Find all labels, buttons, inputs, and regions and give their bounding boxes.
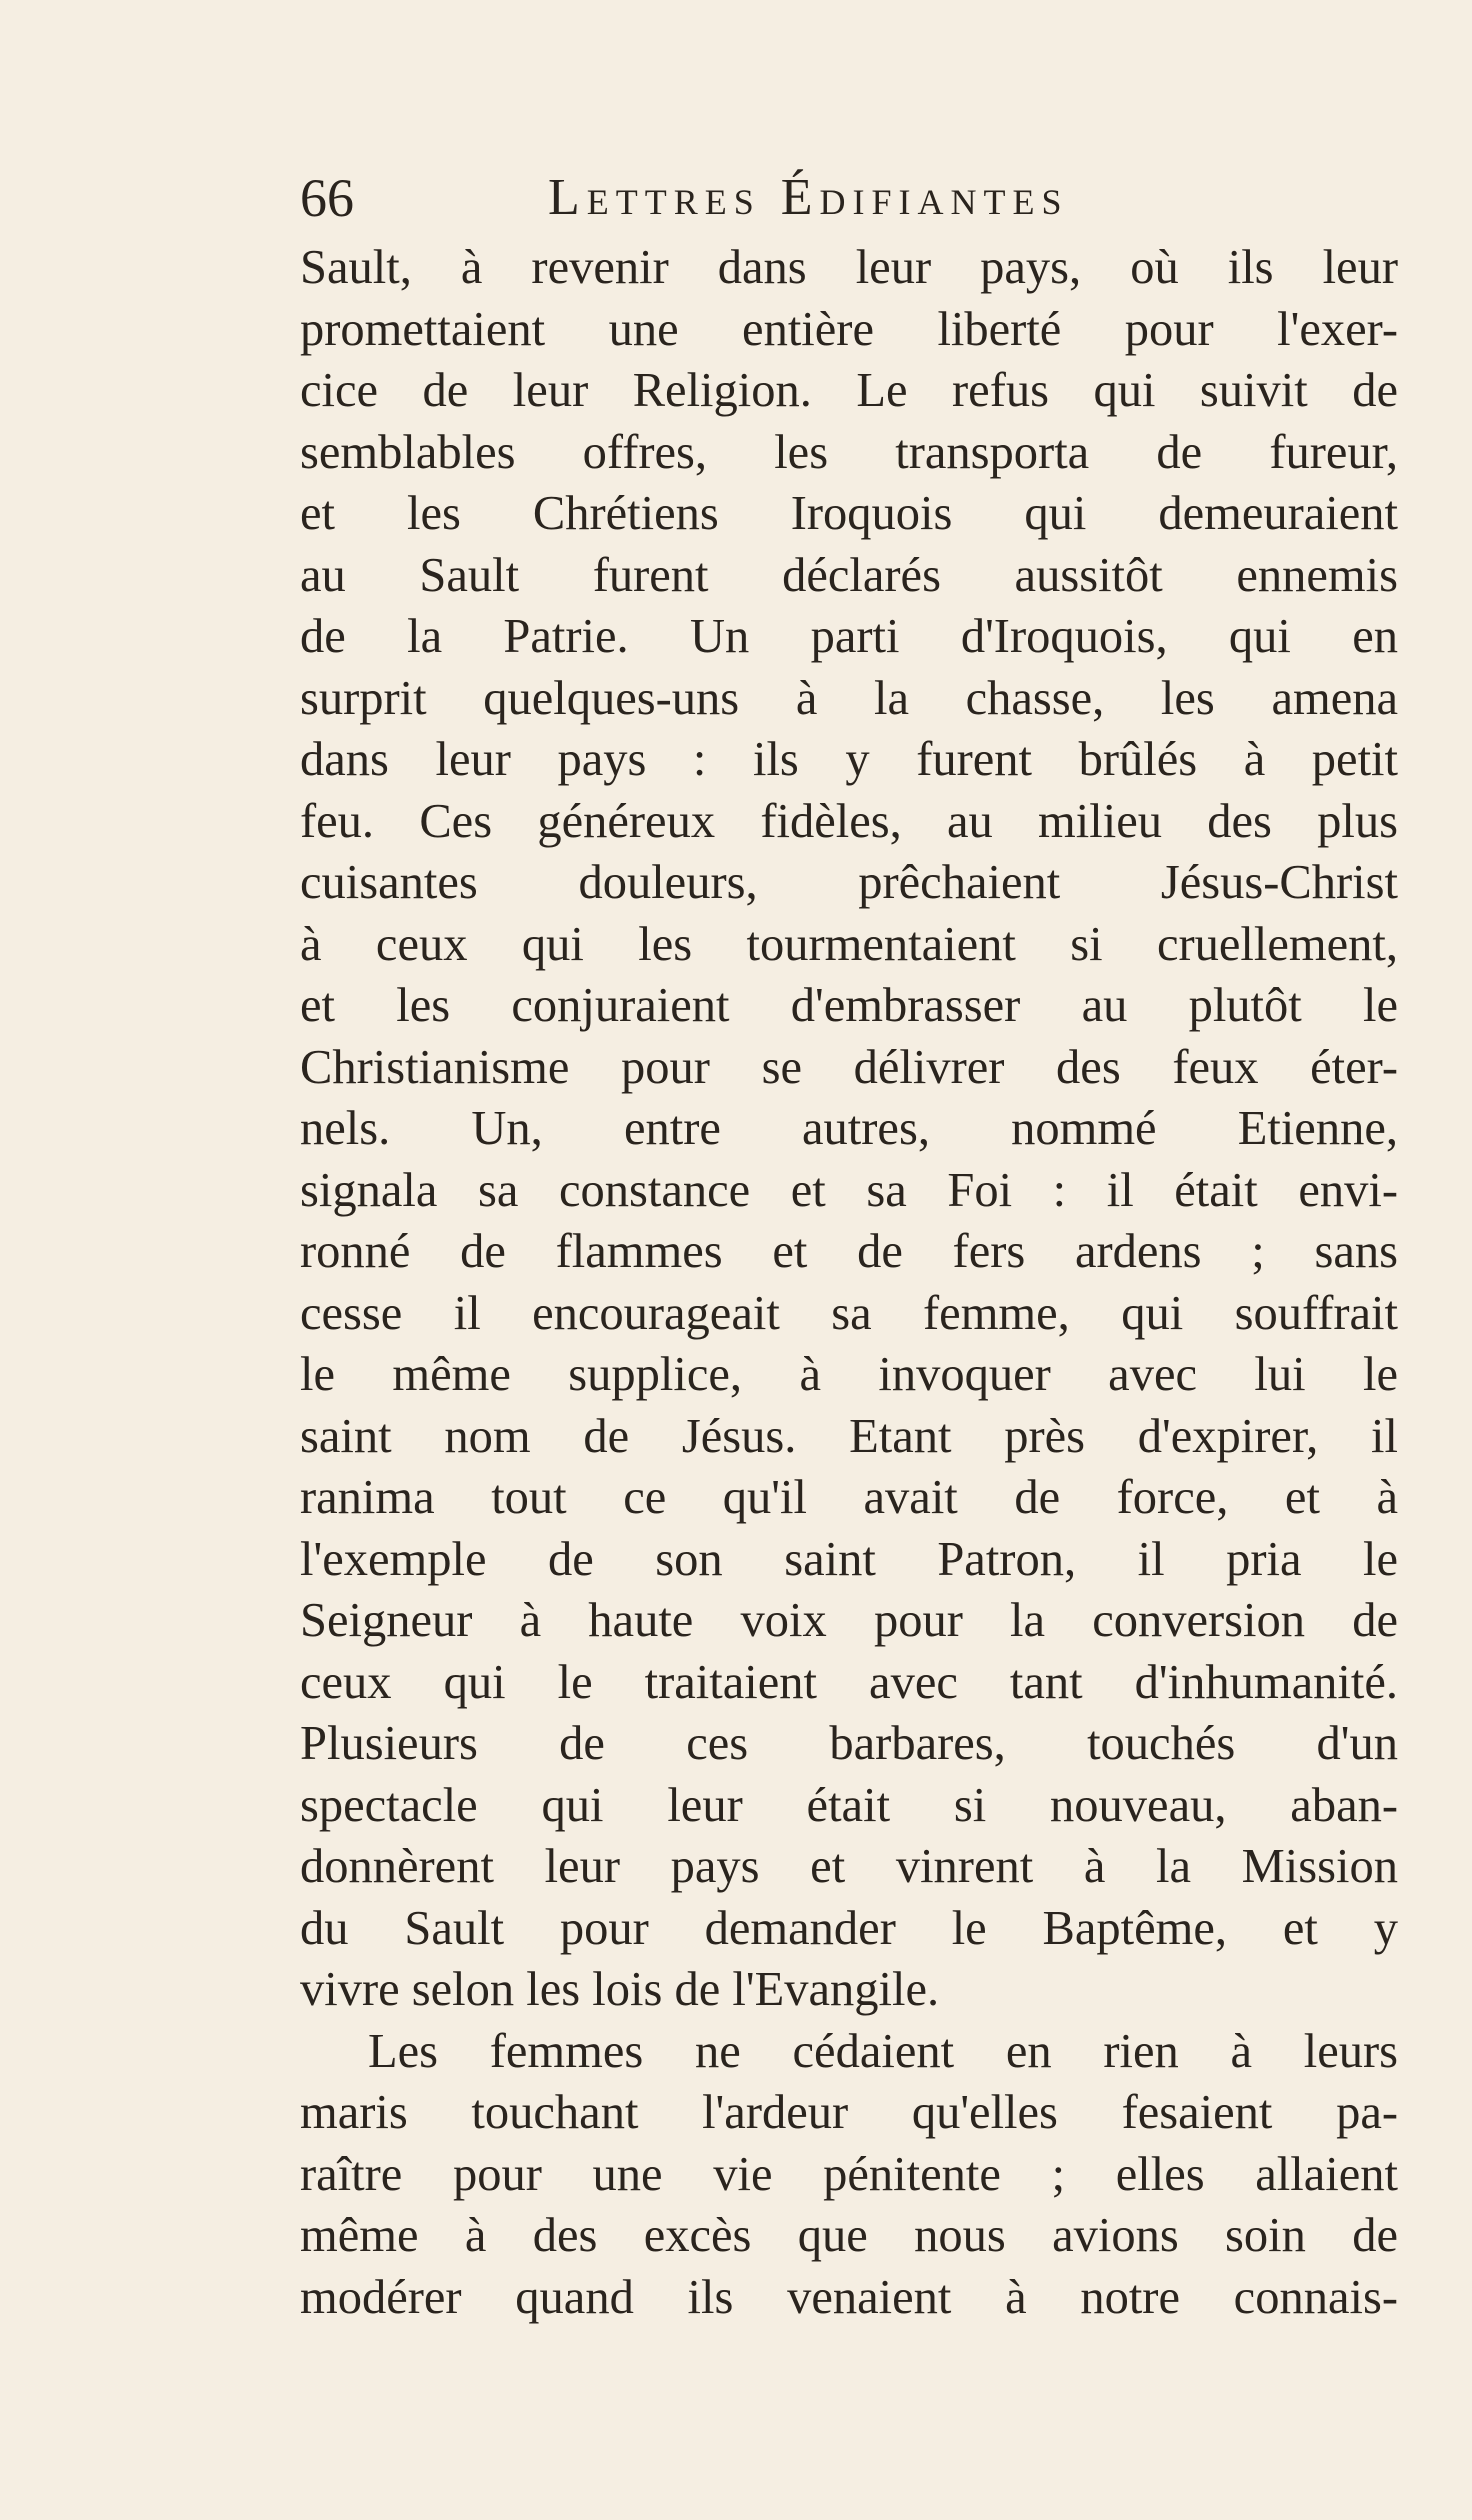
text-line: surprit quelques-uns à la chasse, les amena — [300, 671, 1398, 725]
text-line: de la Patrie. Un parti d'Iroquois, qui en — [300, 610, 1398, 663]
text-line: feu. Ces généreux fidèles, au milieu des plus — [300, 794, 1398, 848]
text-line: semblables offres, les transporta de fureur, — [300, 425, 1398, 479]
text-line: raître pour une vie pénitente ; elles allaient — [300, 2147, 1398, 2201]
text-line: Seigneur à haute voix pour la conversion de — [300, 1594, 1398, 1647]
text-line: ranima tout ce qu'il avait de force, et à — [300, 1471, 1398, 1524]
page-number: 66 — [300, 168, 354, 228]
text-line: Plusieurs de ces barbares, touchés d'un — [300, 1717, 1398, 1770]
text-line: modérer quand ils venaient à notre connais- — [300, 2270, 1398, 2324]
page-header — [300, 160, 1400, 236]
text-line: saint nom de Jésus. Etant près d'expirer, il — [300, 1409, 1398, 1463]
text-line: au Sault furent déclarés aussitôt ennemis — [300, 548, 1398, 602]
text-line: cuisantes douleurs, prêchaient Jésus-Christ — [300, 856, 1398, 909]
text-line: donnèrent leur pays et vinrent à la Mission — [300, 1840, 1398, 1893]
text-line: maris touchant l'ardeur qu'elles fesaient pa- — [300, 2086, 1398, 2139]
text-line: cesse il encourageait sa femme, qui souffrait — [300, 1286, 1398, 1340]
text-line: signala sa constance et sa Foi : il était envi- — [300, 1163, 1398, 1217]
text-line: dans leur pays : ils y furent brûlés à petit — [300, 733, 1398, 786]
paragraph-end-line: vivre selon les lois de l'Evangile. — [300, 1963, 940, 2016]
text-line: promettaient une entière liberté pour l'exer- — [300, 302, 1398, 356]
text-line: et les Chrétiens Iroquois qui demeuraient — [300, 487, 1398, 540]
text-line: et les conjuraient d'embrasser au plutôt le — [300, 979, 1398, 1032]
running-title: Lettres Édifiantes — [548, 169, 1069, 226]
text-line: le même supplice, à invoquer avec lui le — [300, 1348, 1398, 1401]
text-line: nels. Un, entre autres, nommé Etienne, — [300, 1102, 1398, 1155]
text-line: à ceux qui les tourmentaient si cruellement, — [300, 917, 1398, 971]
text-line: l'exemple de son saint Patron, il pria le — [300, 1532, 1398, 1586]
text-line: ceux qui le traitaient avec tant d'inhumanité. — [300, 1655, 1398, 1709]
body-text — [300, 237, 1398, 2328]
paragraph-start-line: Les femmes ne cédaient en rien à leurs — [368, 2024, 1398, 2078]
text-line: Sault, à revenir dans leur pays, où ils leur — [300, 241, 1398, 294]
text-line: même à des excès que nous avions soin de — [300, 2209, 1398, 2262]
text-line: spectacle qui leur était si nouveau, aban- — [300, 1778, 1398, 1832]
text-line: du Sault pour demander le Baptême, et y — [300, 1901, 1398, 1955]
text-line: Christianisme pour se délivrer des feux éter- — [300, 1040, 1398, 1094]
text-line: ronné de flammes et de fers ardens ; sans — [300, 1225, 1398, 1278]
text-line: cice de leur Religion. Le refus qui suivit de — [300, 364, 1398, 417]
